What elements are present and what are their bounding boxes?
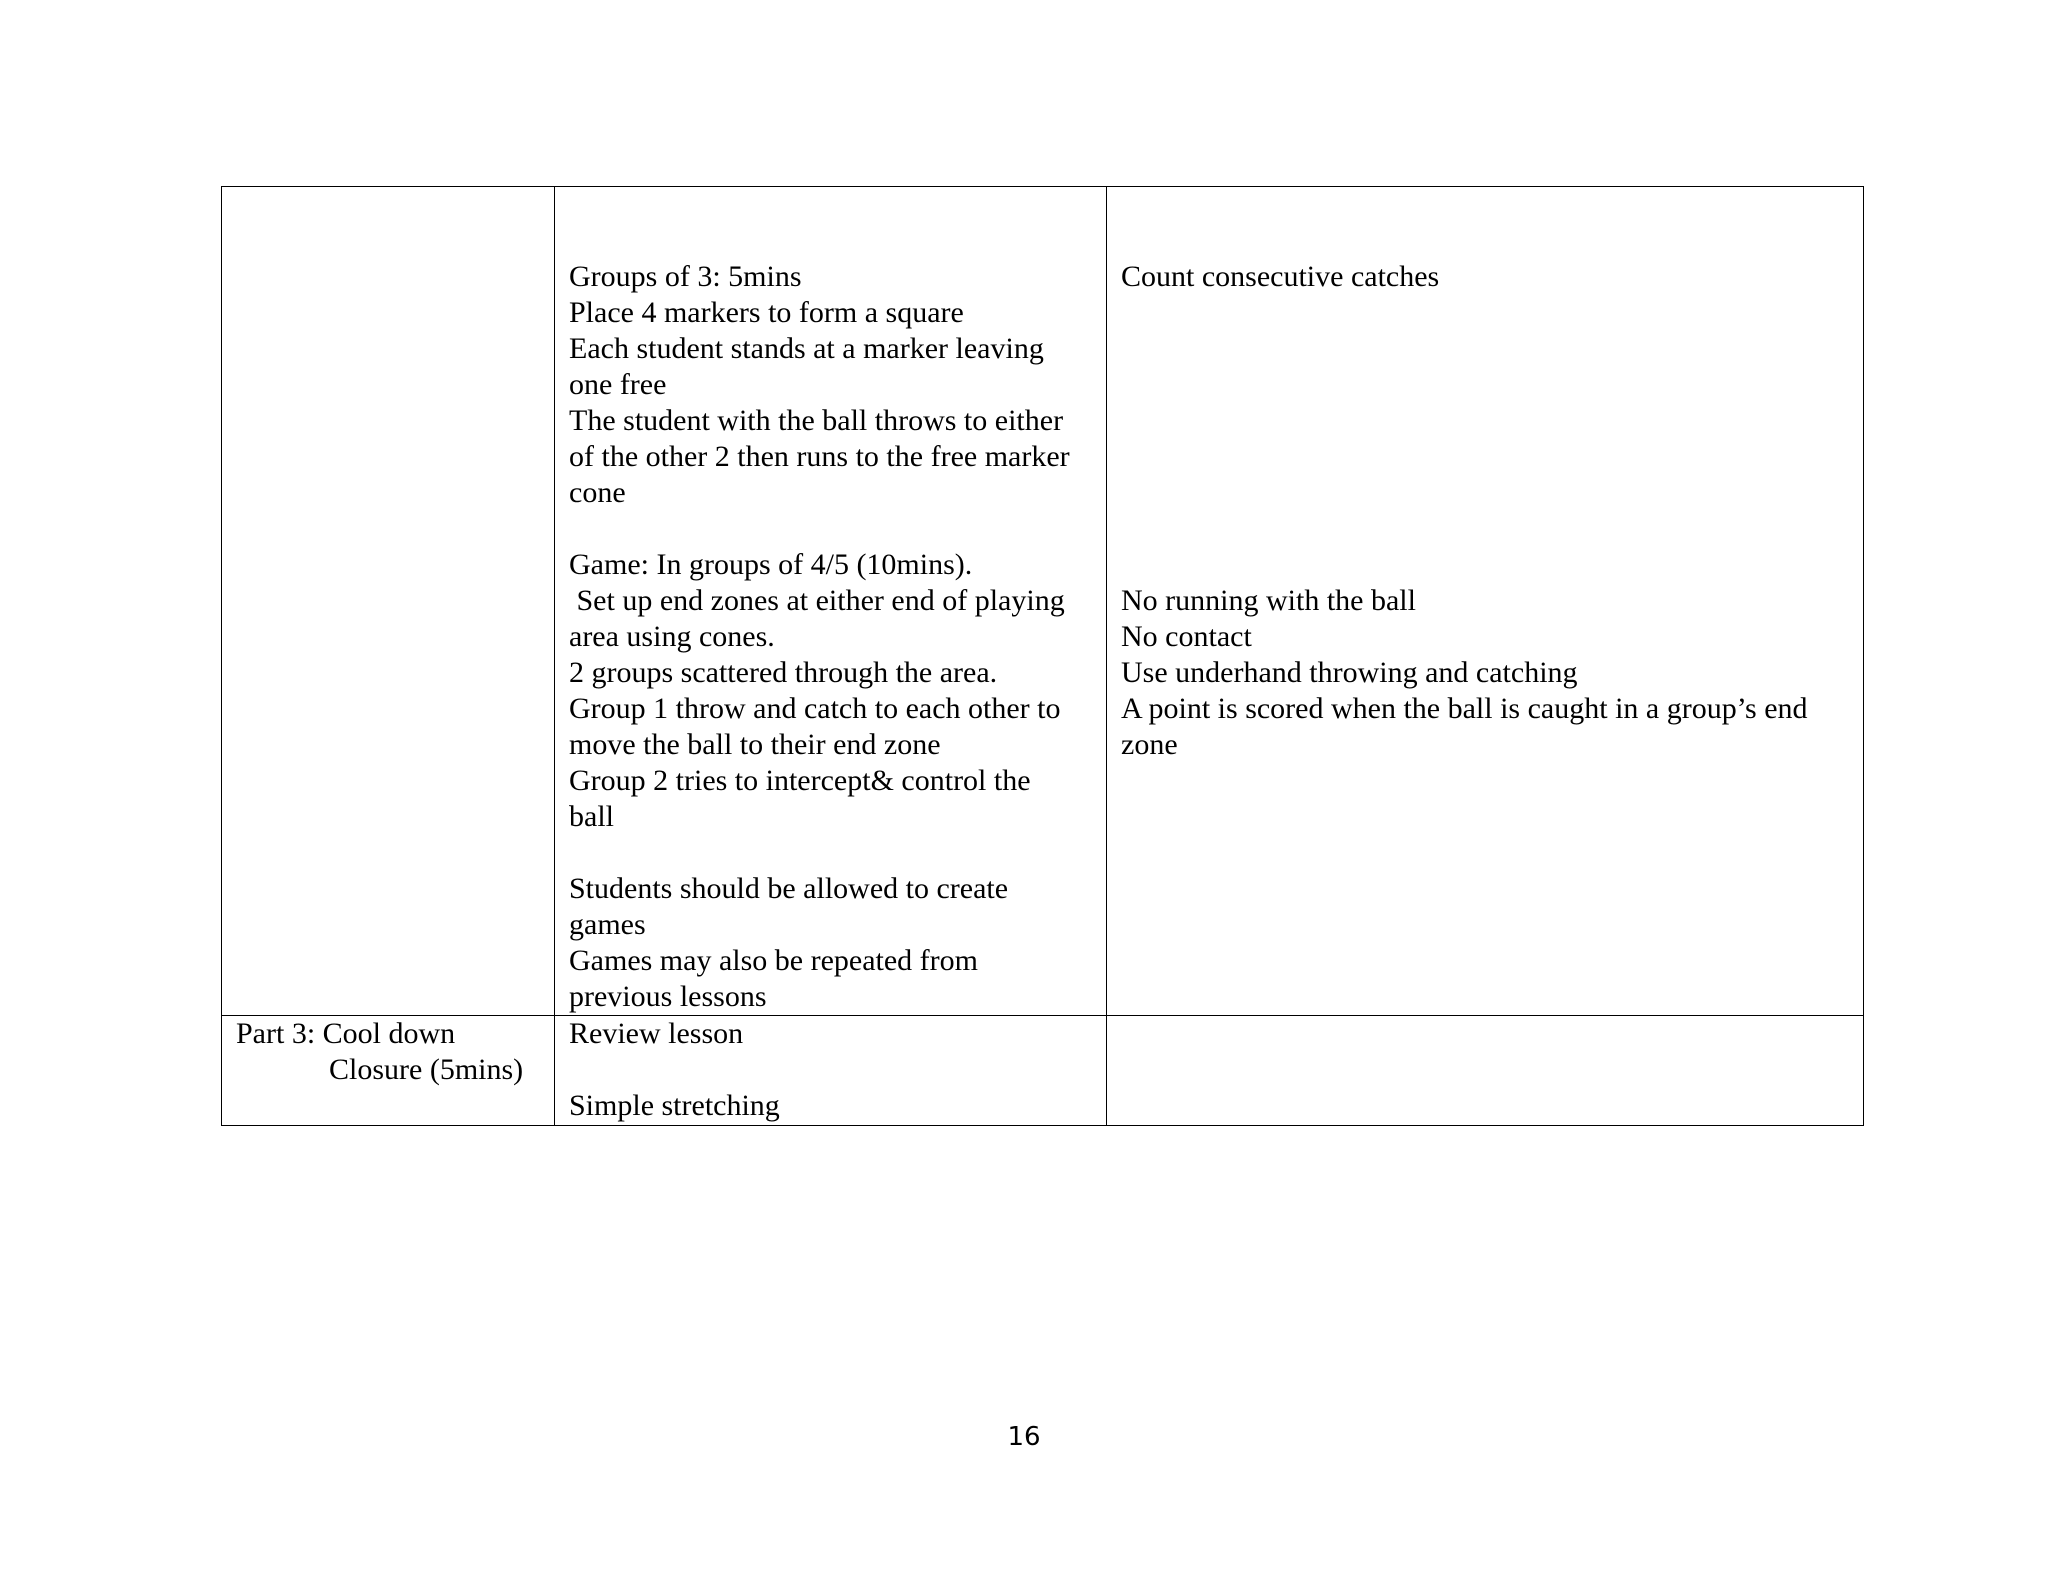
paragraph-gap (1121, 403, 1849, 439)
notes-cell-empty (1107, 1016, 1864, 1126)
activity-line: ball (569, 800, 614, 833)
activities-cell (555, 1016, 1107, 1126)
page-number: 16 (1007, 1422, 1041, 1452)
note-line: No contact (1121, 620, 1252, 653)
note-line: A point is scored when the ball is caught in a group’s end (1121, 692, 1808, 725)
note-line: zone (1121, 728, 1178, 761)
paragraph-gap (1121, 367, 1849, 403)
lesson-plan-table (221, 186, 1864, 1126)
activity-line: Review lesson (569, 1017, 744, 1050)
paragraph-gap (1121, 331, 1849, 367)
activity-line: 2 groups scattered through the area. (569, 656, 998, 689)
paragraph-gap (1121, 511, 1849, 547)
paragraph-gap (569, 511, 1092, 547)
note-line: No running with the ball (1121, 584, 1416, 617)
note-line: Use underhand throwing and catching (1121, 656, 1578, 689)
activities-cell (555, 187, 1107, 1016)
activity-line: Groups of 3: 5mins (569, 260, 802, 293)
activity-line: Group 2 tries to intercept& control the (569, 764, 1031, 797)
activity-line: previous lessons (569, 980, 767, 1013)
table-row (222, 187, 1864, 1016)
paragraph-gap (1121, 295, 1849, 331)
activity-line: Students should be allowed to create (569, 872, 1009, 905)
part-cell-empty (222, 187, 555, 1016)
activity-line: one free (569, 368, 667, 401)
part-label: Part 3: Cool down (236, 1017, 456, 1050)
activity-line: Each student stands at a marker leaving (569, 332, 1044, 365)
activity-line: of the other 2 then runs to the free marker (569, 440, 1070, 473)
activity-line: Group 1 throw and catch to each other to (569, 692, 1061, 725)
table-row (222, 1016, 1864, 1126)
activity-line: Games may also be repeated from (569, 944, 978, 977)
paragraph-gap (569, 1052, 1092, 1088)
activity-line: area using cones. (569, 620, 775, 653)
activity-line: move the ball to their end zone (569, 728, 941, 761)
note-line: Count consecutive catches (1121, 260, 1440, 293)
activity-line: Set up end zones at either end of playing (569, 584, 1065, 617)
part-duration: Closure (5mins) (329, 1053, 524, 1086)
notes-cell (1107, 187, 1864, 1016)
paragraph-gap (569, 835, 1092, 871)
activity-line: games (569, 908, 646, 941)
activity-line: Game: In groups of 4/5 (10mins). (569, 548, 973, 581)
activity-line: The student with the ball throws to either (569, 404, 1064, 437)
activity-line: Place 4 markers to form a square (569, 296, 964, 329)
paragraph-gap (1121, 439, 1849, 475)
paragraph-gap (1121, 475, 1849, 511)
part-cell (222, 1016, 555, 1126)
activity-line: Simple stretching (569, 1089, 780, 1122)
activity-line: cone (569, 476, 626, 509)
paragraph-gap (1121, 547, 1849, 583)
